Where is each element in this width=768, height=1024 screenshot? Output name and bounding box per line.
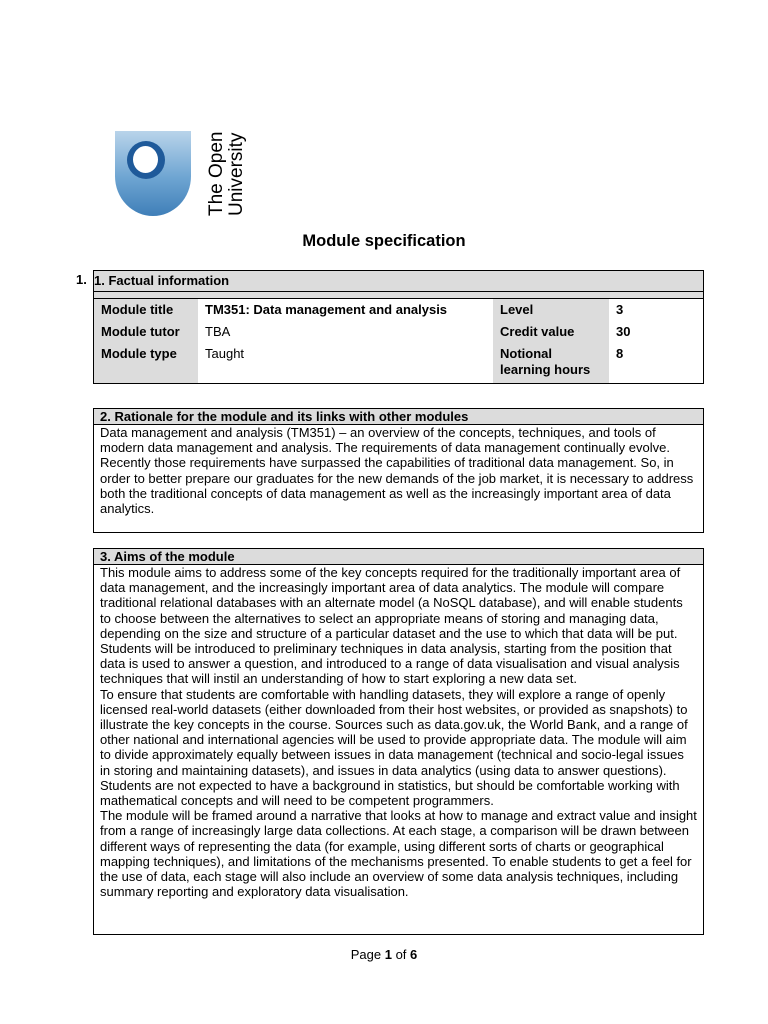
row-label: Level xyxy=(493,299,609,322)
table-row xyxy=(94,343,704,384)
row-label: Module type xyxy=(94,343,199,384)
logo-ring-icon xyxy=(127,141,165,179)
credit-value: 30 xyxy=(609,321,704,343)
row-label: Credit value xyxy=(493,321,609,343)
row-label: Notional learning hours xyxy=(493,343,609,384)
aims-section xyxy=(93,548,704,935)
section-1-number: 1. xyxy=(76,272,87,287)
table-row xyxy=(94,321,704,343)
current-page-number: 1 xyxy=(384,947,392,962)
module-type-value: Taught xyxy=(198,343,493,384)
section-1-heading: 1. Factual information xyxy=(94,273,703,292)
page-title: Module specification xyxy=(302,232,466,250)
module-tutor-value: TBA xyxy=(205,324,231,339)
aims-paragraph: The module will be framed around a narrative that looks at how to manage and extract value and insight from a range of increasingly large data collections. At each stage, a comparison will be drawn between different ways of representing the data (for example, using different sorts of charts or geographical mapping techniques), and limitations of the mechanisms presented. To enable students to get a feel for the use of data, each stage will also include an overview of some data analysis techniques, including summary reporting and exploratory data visualisation. xyxy=(100,808,697,900)
aims-paragraph: To ensure that students are comfortable with handling datasets, they will explore a range of openly licensed real-world datasets (either downloaded from their host websites, or provided as snapshots) to illustrate the key concepts in the course. Sources such as data.gov.uk, the World Bank, and a range of other national and international agencies will be used to provide appropriate data. The module will aim to divide approximately equally between issues in data management (technical and socio-legal issues in storing and maintaining datasets), and issues in data analytics (using data to answer questions). Students are not expected to have a background in statistics, but should be comfortable working with mathematical concepts and will need to be competent programmers. xyxy=(100,686,688,809)
open-university-logo xyxy=(115,130,250,220)
rationale-text: Data management and analysis (TM351) – an overview of the concepts, techniques, and tools of modern data management and analysis. The requirements of data management continually evolve. Recently those requirements have surpassed the capabilities of traditional data management. So, in order to better prepare our graduates for the new demands of the job market, it is necessary to address both the traditional concepts of data management as well as the increasingly important area of data analytics. xyxy=(100,425,694,517)
table-row xyxy=(94,299,704,322)
factual-information-table xyxy=(93,270,704,384)
aims-paragraph: This module aims to address some of the key concepts required for the traditionally important area of data management, and the increasingly important area of data analytics. The module will compare traditional relational databases with an alternate model (a NoSQL database), and will enable students to choose between the alternatives to select an appropriate means of storing and managing data, depending on the size and structure of a particular dataset and the use to which that data will be put. Students will be introduced to preliminary techniques in data analysis, starting from the position that data is used to answer a question, and introduced to a range of data visualisation and visual analysis techniques that will instil an understanding of how to start exploring a new data set. xyxy=(100,565,683,687)
logo-text-line1: The Open xyxy=(206,131,227,216)
logo-shield-icon xyxy=(115,131,191,216)
module-title-value: TM351: Data management and analysis xyxy=(198,299,493,322)
page-label: Page xyxy=(350,947,382,962)
page-of: of xyxy=(395,947,407,962)
rationale-section xyxy=(93,408,704,533)
level-value: 3 xyxy=(609,299,704,322)
section-2-heading: 2. Rationale for the module and its links with other modules xyxy=(94,409,703,425)
learning-hours-value: 8 xyxy=(609,343,704,384)
row-label: Module title xyxy=(94,299,199,322)
logo-text-line2: University xyxy=(226,132,247,216)
row-label: Module tutor xyxy=(94,321,199,343)
section-3-heading: 3. Aims of the module xyxy=(94,549,703,565)
logo-wordmark xyxy=(198,130,258,218)
total-pages-number: 6 xyxy=(410,947,418,962)
page-footer xyxy=(0,947,768,962)
